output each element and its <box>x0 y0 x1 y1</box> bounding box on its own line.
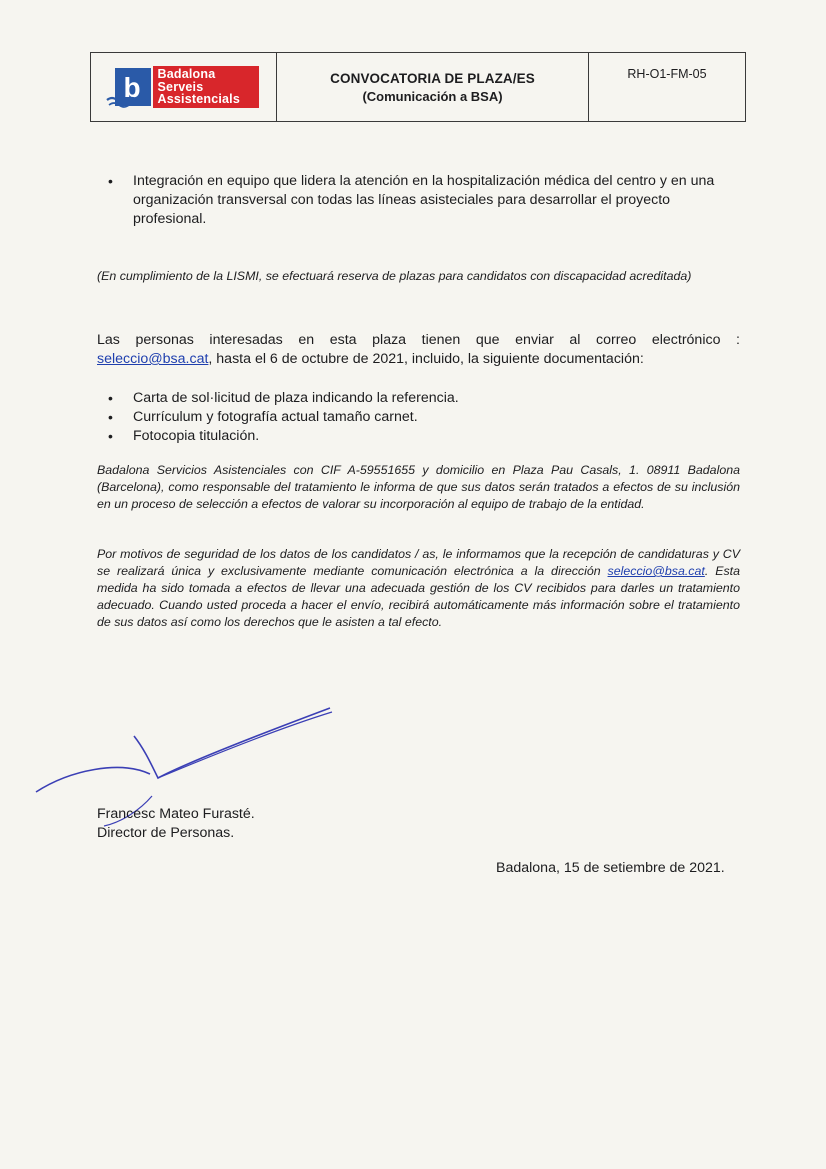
document-title: CONVOCATORIA DE PLAZA/ES <box>330 70 535 86</box>
logo-letter: b <box>122 72 141 103</box>
document-item: • Carta de sol·licitud de plaza indicando la referencia. <box>97 389 740 408</box>
documents-section <box>97 389 740 446</box>
logo-line-1: Badalona <box>157 67 216 82</box>
company-logo <box>105 64 263 110</box>
logo-line-3: Assistencials <box>157 92 241 107</box>
date-line: Badalona, 15 de setiembre de 2021. <box>496 860 725 876</box>
document-code: RH-O1-FM-05 <box>627 67 707 81</box>
security-paragraph <box>97 546 740 631</box>
logo-line-2: Serveis <box>157 79 204 94</box>
security-text-before: Por motivos de seguridad de los datos de los candidatos / as, le informamos que la recepción de candidaturas y CV se realizará única y exclusivamente mediante comunicación electrónica a la dirección <box>97 547 740 578</box>
logo-cell <box>91 53 277 121</box>
document-subtitle: (Comunicación a BSA) <box>362 88 503 104</box>
signatory-name: Francesc Mateo Furasté. <box>97 806 255 822</box>
logo-wordmark <box>153 66 259 108</box>
signatory-role: Director de Personas. <box>97 825 235 841</box>
documents-list <box>97 389 740 446</box>
application-email-link[interactable]: seleccio@bsa.cat <box>97 351 209 367</box>
application-instructions <box>97 331 740 369</box>
security-text-after: . Esta medida ha sido tomada a efectos de llevar una adecuada gestión de los CV recibidos para darles un tratamiento adecuado. Cuando usted proceda a hacer el envío, recibirá automáticamente más información sobre el tratamiento de sus datos así como los derechos que le asisten a tal efecto. <box>97 564 740 629</box>
application-text-after: , hasta el 6 de octubre de 2021, incluido, la siguiente documentación: <box>208 351 644 367</box>
logo-mark-icon <box>105 64 153 110</box>
application-text-before: Las personas interesadas en esta plaza tienen que enviar al correo electrónico : <box>97 332 740 348</box>
intro-section <box>97 172 740 229</box>
intro-bullet: • Integración en equipo que lidera la atención en la hospitalización médica del centro y en una organización transversal con todas las líneas asisteciales para desarrollar el proyecto profesional. <box>97 172 740 229</box>
privacy-paragraph: Badalona Servicios Asistenciales con CIF A-59551655 y domicilio en Plaza Pau Casals, 1. 08911 Badalona (Barcelona), como responsable del tratamiento le informa de que sus datos serán tratados a efectos de su inclusión en un proceso de selección a efectos de valorar su incorporación al equipo de trabajo de la entidad. <box>97 463 740 511</box>
document-item: • Fotocopia titulación. <box>97 427 740 446</box>
document-item: • Currículum y fotografía actual tamaño carnet. <box>97 408 740 427</box>
security-email-link[interactable]: seleccio@bsa.cat <box>607 564 705 578</box>
intro-bullet-list <box>97 172 740 229</box>
signatory-block <box>97 805 255 843</box>
title-cell <box>277 53 589 121</box>
code-cell <box>589 53 745 121</box>
document-header <box>90 52 746 122</box>
lismi-note: (En cumplimiento de la LISMI, se efectuará reserva de plazas para candidatos con discapacidad acreditada) <box>97 269 692 283</box>
